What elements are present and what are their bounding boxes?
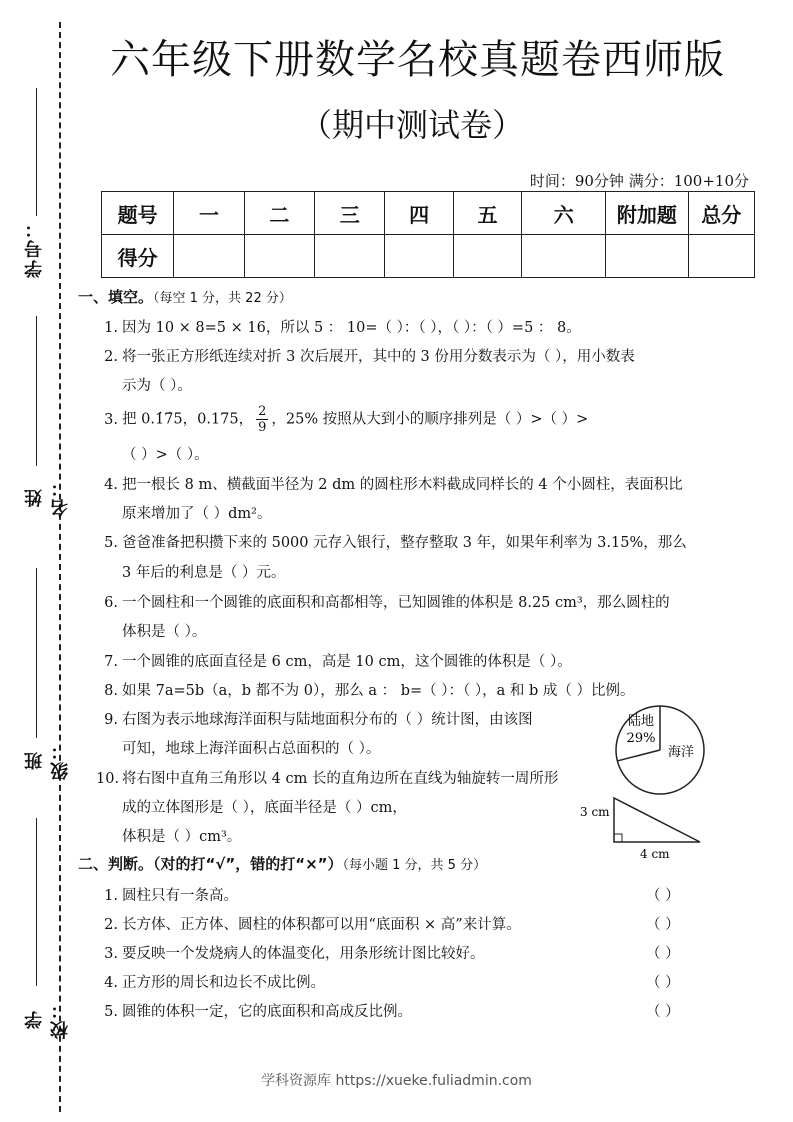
exam-info: 时间：90分钟 满分：100+10分 [529,172,749,190]
binding-dashed-line [59,22,61,1112]
class-field[interactable] [22,568,71,780]
student-name-field[interactable] [22,316,71,526]
question-number: 4. [104,975,118,991]
question-number: 7. [104,654,118,670]
question-4 [96,473,683,494]
question-4-continuation: 原来增加了（ ）dm²。 [122,506,272,522]
question-text: 一个圆锥的底面直径是 6 cm，高是 10 cm，这个圆锥的体积是（ ）。 [122,654,572,670]
question-2 [96,345,635,366]
question-10-continuation-2: 体积是（ ）cm³。 [122,829,242,845]
score-cell[interactable] [522,235,606,278]
question-text: 圆柱只有一条高。 [122,888,238,904]
right-triangle-figure [578,796,708,866]
judge-answer-5[interactable]: （ ） [646,1004,680,1020]
student-id-field[interactable] [22,88,52,278]
fraction-numerator: 2 [258,404,267,419]
score-cell[interactable] [315,235,385,278]
section1-heading [78,286,292,307]
question-5-continuation: 3 年后的利息是（ ）元。 [122,565,286,581]
page-footer: 学科资源库 https://xueke.fuliadmin.com [261,1073,532,1089]
score-cell[interactable] [174,235,244,278]
question-9-continuation: 可知，地球上海洋面积占总面积的（ ）。 [122,741,381,757]
question-number: 1. [104,320,118,336]
score-header-cell: 五 [453,192,521,235]
score-header-cell: 一 [174,192,244,235]
question-number: 4. [104,477,118,493]
judge-question-5 [96,1000,412,1021]
question-6 [96,591,670,612]
question-10-continuation: 成的立体图形是（ ），底面半径是（ ）cm， [122,800,407,816]
question-7 [96,650,572,671]
question-number: 10. [96,771,120,787]
question-10 [96,767,558,788]
question-text: 长方体、正方体、圆柱的体积都可以用“底面积 × 高”来计算。 [122,917,521,933]
judge-question-1 [96,884,238,905]
question-text: 右图为表示地球海洋面积与陆地面积分布的（ ）统计图，由该图 [122,712,533,728]
question-text: 如果 7a=5b（a，b 都不为 0），那么 a ： b=（ ）：（ ），a 和 b 成（ ）比例。 [122,683,635,699]
question-6-continuation: 体积是（ ）。 [122,624,207,640]
question-number: 8. [104,683,118,699]
question-text: 把 0.1̇7̇5，0.175， [122,411,254,428]
score-header-cell: 附加题 [606,192,688,235]
student-name-line [36,316,37,466]
score-header-cell: 题号 [102,192,174,235]
score-header-cell: 总分 [688,192,754,235]
question-text: 把一根长 8 m、横截面半径为 2 dm 的圆柱形木料截成同样长的 4 个小圆柱，表面积比 [122,477,683,493]
triangle-side-label: 3 cm [580,805,610,819]
question-2-continuation: 示为（ ）。 [122,378,192,394]
question-text: ，25% 按照从大到小的顺序排列是（ ）>（ ）> [271,411,589,428]
page-subtitle: （期中测试卷） [300,106,525,144]
question-number: 9. [104,712,118,728]
student-name-label: 姓名： [24,477,71,518]
score-cell[interactable] [606,235,688,278]
question-text: 正方形的周长和边长不成比例。 [122,975,325,991]
question-number: 3. [104,411,118,428]
school-label: 学校： [24,999,71,1039]
question-8 [96,679,635,700]
score-cell[interactable] [688,235,754,278]
judge-question-4 [96,971,325,992]
school-field[interactable] [22,818,71,1048]
question-1 [96,316,581,337]
question-text: 要反映一个发烧病人的体温变化，用条形统计图比较好。 [122,946,485,962]
score-header-cell: 六 [522,192,606,235]
class-line [36,568,37,738]
fraction-two-ninths [256,404,268,435]
question-number: 6. [104,595,118,611]
judge-question-3 [96,942,485,963]
score-cell[interactable] [385,235,453,278]
score-table [101,191,755,278]
judge-answer-3[interactable]: （ ） [646,946,680,962]
score-table-header-row [102,192,755,235]
question-5 [96,531,687,552]
question-3 [96,404,588,435]
question-number: 3. [104,946,118,962]
question-text: 将右图中直角三角形以 4 cm 长的直角边所在直线为轴旋转一周所形 [122,771,559,787]
section2-note: （每小题 1 分，共 5 分） [342,858,487,873]
student-id-label: 学号： [24,218,45,278]
question-9 [96,708,533,729]
question-3-continuation: （ ）>（ ）。 [122,447,209,463]
judge-answer-4[interactable]: （ ） [646,975,680,991]
question-number: 5. [104,1004,118,1020]
triangle-shape [614,798,700,842]
score-row-label: 得分 [102,235,174,278]
section2-heading [78,853,486,874]
question-text: 爸爸准备把积攒下来的 5000 元存入银行，整存整取 3 年，如果年利率为 3.15%，那么 [122,535,687,551]
class-label: 班级： [24,740,71,780]
score-header-cell: 四 [385,192,453,235]
pie-land-label: 陆地 [627,714,655,729]
question-text: 圆锥的体积一定，它的底面积和高成反比例。 [122,1004,412,1020]
triangle-base-label: 4 cm [640,847,670,861]
judge-answer-1[interactable]: （ ） [646,888,680,904]
question-text: 一个圆柱和一个圆锥的底面积和高都相等，已知圆锥的体积是 8.25 cm³，那么圆柱的 [122,595,670,611]
student-id-line [36,88,37,216]
page-title: 六年级下册数学名校真题卷西师版 [110,37,725,83]
school-line [36,818,37,986]
pie-land-value: 29% [626,731,656,746]
question-number: 5. [104,535,118,551]
section1-title: 一、填空。 [78,288,154,306]
question-number: 1. [104,888,118,904]
question-text: 因为 10 × 8=5 × 16，所以 5 ： 10=（ ）：（ ），（ ）：（ ）=5 ： 8。 [122,320,581,336]
question-number: 2. [104,917,118,933]
question-text: 将一张正方形纸连续对折 3 次后展开，其中的 3 份用分数表示为（ ），用小数表 [122,349,635,365]
pie-ocean-label: 海洋 [667,745,695,760]
score-table-score-row [102,235,755,278]
score-header-cell: 二 [244,192,314,235]
score-header-cell: 三 [315,192,385,235]
score-cell[interactable] [453,235,521,278]
score-cell[interactable] [244,235,314,278]
fraction-denominator: 9 [258,420,267,435]
judge-answer-2[interactable]: （ ） [646,917,680,933]
section1-note: （每空 1 分，共 22 分） [153,291,292,306]
ocean-land-pie-chart [614,704,706,796]
judge-question-2 [96,913,521,934]
question-number: 2. [104,349,118,365]
section2-title: 二、判断。（对的打“√”，错的打“×”） [78,855,343,873]
